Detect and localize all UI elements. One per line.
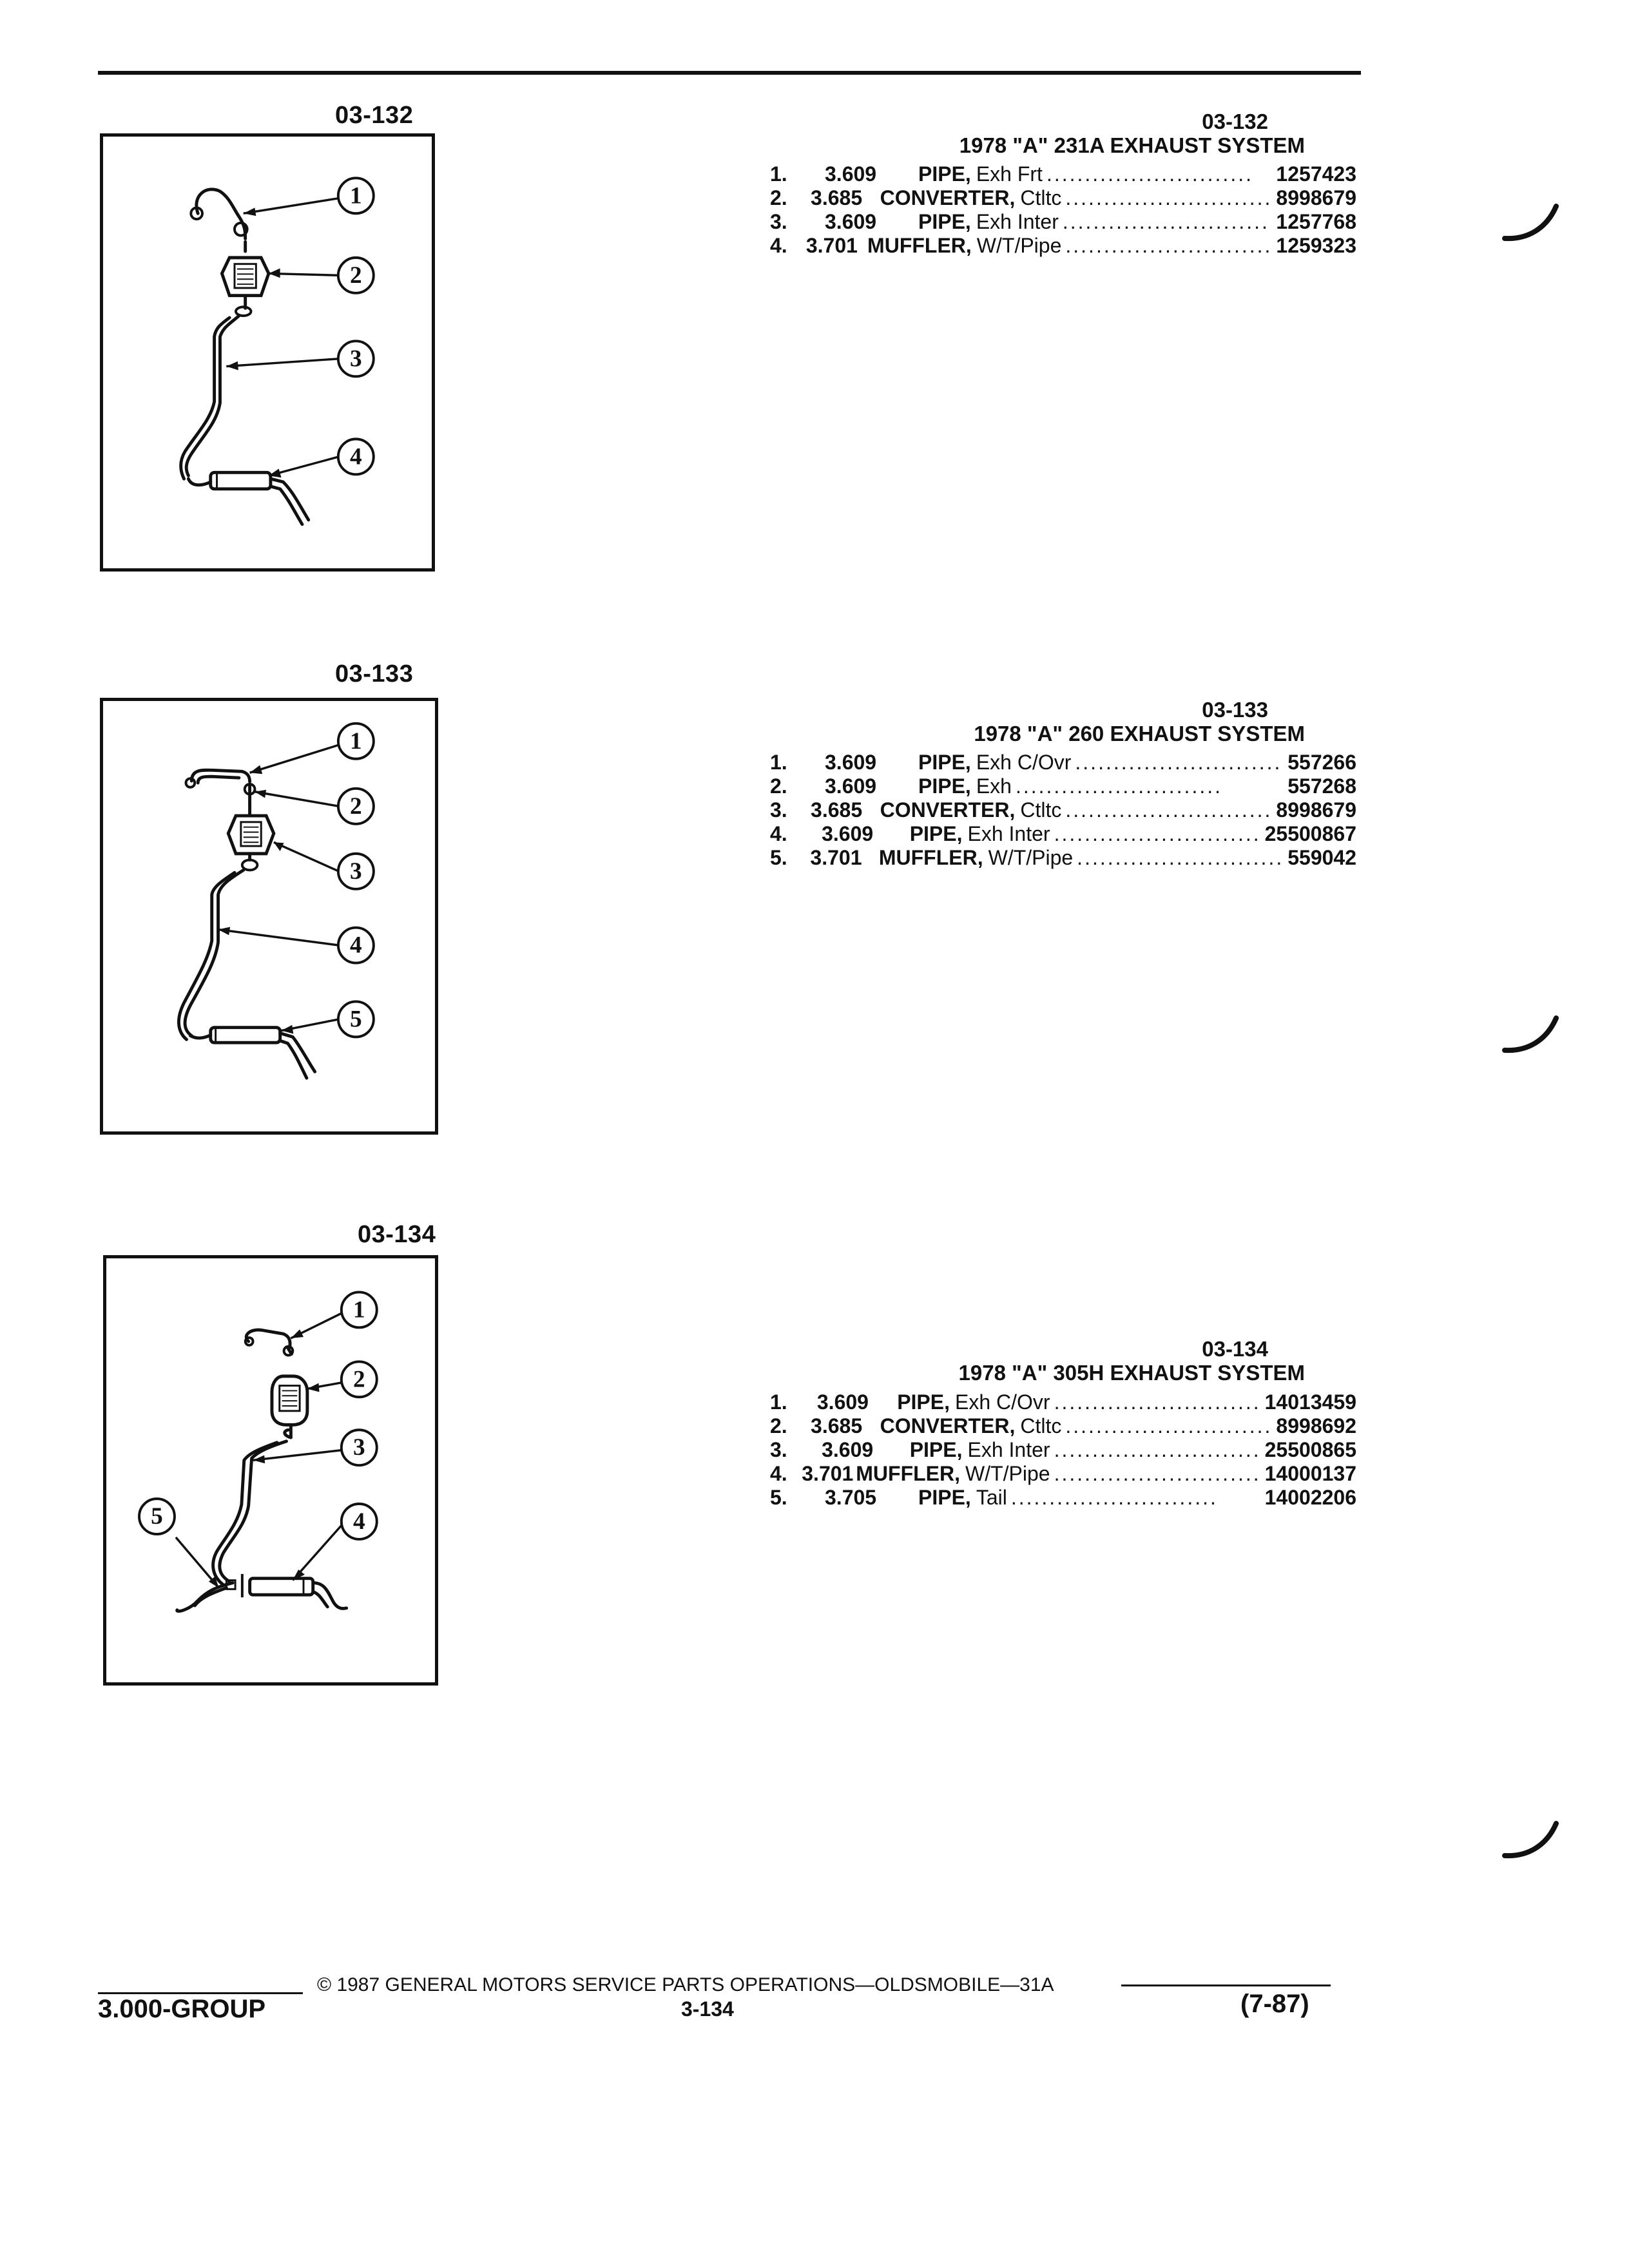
- top-rule: [98, 71, 1361, 75]
- section-title: 1978 "A" 305H EXHAUST SYSTEM: [958, 1361, 1305, 1385]
- svg-text:1: 1: [349, 182, 362, 209]
- parts-row: 2. 3.609 PIPE, Exh ........................... 557268: [770, 774, 1356, 798]
- callout-4: [338, 439, 374, 474]
- exhaust-diagram-drawing: [103, 701, 435, 1131]
- footer-copyright: © 1987 GENERAL MOTORS SERVICE PARTS OPERATIONS—OLDSMOBILE—31A: [317, 1974, 1054, 1995]
- parts-row: 3. 3.609 PIPE, Exh Inter ........................... 1257768: [770, 210, 1356, 233]
- callout-3: [342, 1430, 377, 1465]
- figure-label: 03-133: [335, 660, 414, 687]
- footer-rule-left: [98, 1992, 303, 1994]
- svg-text:4: 4: [349, 443, 362, 470]
- callout-1: [338, 178, 374, 213]
- parts-row: 4. 3.609 PIPE, Exh Inter ........................... 25500867: [770, 822, 1356, 845]
- svg-text:4: 4: [352, 1508, 365, 1535]
- exhaust-diagram-drawing: [103, 137, 432, 568]
- callout-2: [342, 1361, 377, 1397]
- svg-text:3: 3: [350, 858, 362, 885]
- exhaust-diagram-03-133: [100, 698, 438, 1135]
- parts-list: [770, 751, 1356, 870]
- binding-mark: [1501, 1012, 1559, 1057]
- page-number: 3-134: [681, 1997, 734, 2021]
- parts-row: 4. 3.701 MUFFLER, W/T/Pipe ........................... 1259323: [770, 234, 1356, 257]
- callout-4: [338, 928, 374, 963]
- section-header: [838, 1337, 1340, 1385]
- svg-text:1: 1: [352, 1296, 365, 1323]
- section-title: 1978 "A" 231A EXHAUST SYSTEM: [959, 133, 1305, 157]
- parts-row: 2. 3.685 CONVERTER, Ctltc ........................... 8998679: [770, 186, 1356, 209]
- exhaust-diagram-drawing: [106, 1258, 435, 1682]
- callout-4: [342, 1504, 377, 1539]
- parts-row: 1. 3.609 PIPE, Exh C/Ovr ........................... 557266: [770, 751, 1356, 774]
- callout-1: [338, 724, 374, 759]
- svg-text:1: 1: [350, 727, 362, 754]
- section-header: [838, 698, 1340, 745]
- binding-mark: [1501, 200, 1559, 245]
- svg-text:3: 3: [349, 345, 362, 372]
- figure-label: 03-132: [335, 102, 414, 129]
- svg-text:3: 3: [352, 1434, 365, 1461]
- parts-list: [770, 162, 1356, 258]
- svg-text:5: 5: [151, 1503, 163, 1530]
- parts-row: 1. 3.609 PIPE, Exh Frt ........................... 1257423: [770, 162, 1356, 186]
- section-title: 1978 "A" 260 EXHAUST SYSTEM: [974, 722, 1305, 745]
- callout-2: [338, 258, 374, 293]
- callout-1: [342, 1292, 377, 1327]
- svg-text:5: 5: [350, 1006, 362, 1033]
- parts-row: 3. 3.685 CONVERTER, Ctltc ........................... 8998679: [770, 798, 1356, 822]
- section-ref: 03-133: [1202, 698, 1268, 722]
- svg-text:2: 2: [349, 262, 362, 289]
- section-ref: 03-132: [1202, 110, 1268, 133]
- footer-rule-right: [1121, 1984, 1331, 1986]
- callout-5: [338, 1001, 374, 1037]
- exhaust-diagram-03-134: [103, 1255, 438, 1686]
- callout-3: [338, 854, 374, 889]
- callout-5: [139, 1499, 175, 1534]
- section-header: [838, 110, 1340, 157]
- section-ref: 03-134: [1202, 1337, 1268, 1361]
- binding-mark: [1501, 1817, 1559, 1862]
- callout-3: [338, 341, 374, 376]
- footer-date: (7-87): [1240, 1990, 1309, 2018]
- parts-row: 5. 3.705 PIPE, Tail ........................... 14002206: [770, 1486, 1356, 1509]
- svg-text:2: 2: [352, 1366, 365, 1393]
- svg-text:2: 2: [350, 793, 362, 820]
- parts-row: 2. 3.685 CONVERTER, Ctltc ........................... 8998692: [770, 1414, 1356, 1437]
- parts-list: [770, 1390, 1356, 1510]
- footer-group-label: 3.000-GROUP: [98, 1995, 266, 2023]
- parts-row: 5. 3.701 MUFFLER, W/T/Pipe ........................... 559042: [770, 846, 1356, 869]
- svg-text:4: 4: [350, 932, 362, 959]
- figure-label: 03-134: [358, 1221, 436, 1248]
- parts-row: 3. 3.609 PIPE, Exh Inter ........................... 25500865: [770, 1438, 1356, 1461]
- callout-2: [338, 789, 374, 824]
- parts-row: 1. 3.609 PIPE, Exh C/Ovr ........................... 14013459: [770, 1390, 1356, 1414]
- parts-row: 4. 3.701 MUFFLER, W/T/Pipe ........................... 14000137: [770, 1462, 1356, 1485]
- exhaust-diagram-03-132: [100, 133, 435, 572]
